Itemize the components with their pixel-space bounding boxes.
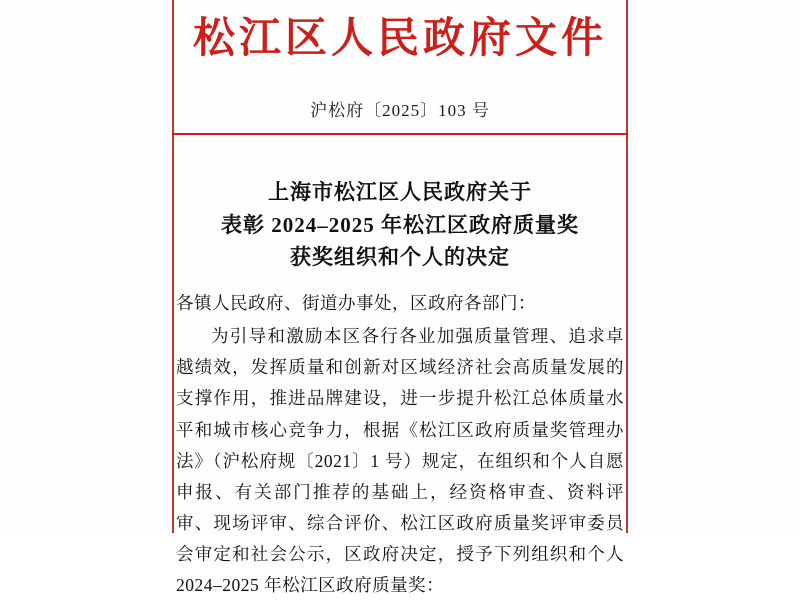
document-title-line-2: 表彰 2024–2025 年松江区政府质量奖	[221, 212, 579, 237]
header-divider-line	[172, 133, 628, 135]
document-title-line-3: 获奖组织和个人的决定	[290, 245, 510, 270]
salutation-line: 各镇人民政府、街道办事处，区政府各部门：	[176, 293, 536, 313]
body-paragraph-1: 为引导和激励本区各行各业加强质量管理、追求卓越绩效，发挥质量和创新对区域经济社会高质量发展的支撑作用，推进品牌建设，进一步提升松江总体质量水平和城市核心竞争力，根据《松江区政府质量奖管理办法》（沪松府规〔2021〕1 号）规定，在组织和个人自愿申报、有关部门推荐的基础上，经资格审查、资料评审、现场评审、综合评价、松江区政府质量奖评审委员会审定和社会公示，区政府决定，授予下列组织和个人 2024–2025 年松江区政府质量奖：	[176, 326, 624, 596]
document-title-line-1: 上海市松江区人民政府关于	[268, 180, 532, 204]
document-body	[176, 288, 624, 603]
document-title-block	[172, 176, 628, 274]
document-number: 沪松府〔2025〕103 号	[310, 101, 490, 120]
document-header-title: 松江区人民政府文件	[192, 16, 607, 62]
